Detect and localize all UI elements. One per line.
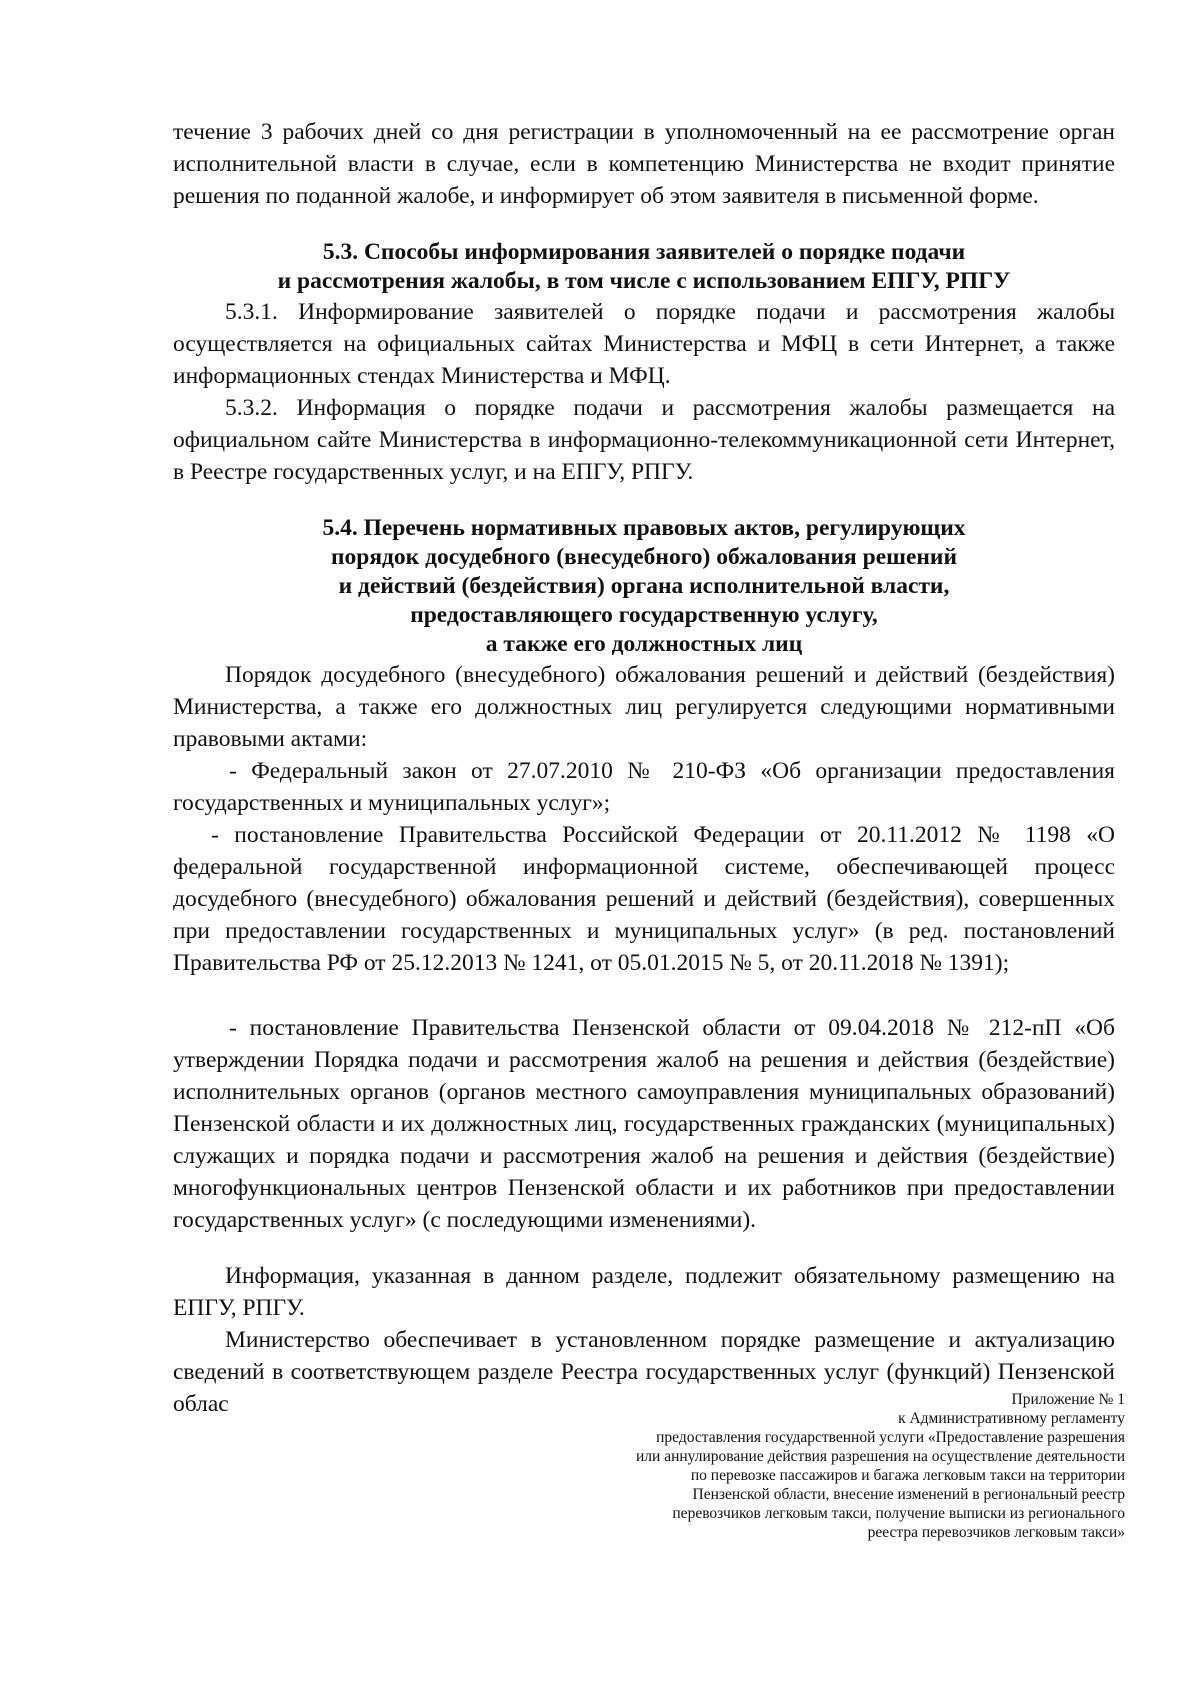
annex-line: по перевозке пассажиров и багажа легковым такси на территории [690, 1467, 1125, 1484]
section-5-4-heading [173, 514, 1115, 659]
annex-line: к Административному регламенту [898, 1410, 1125, 1427]
section-5-4-heading-line: порядок досудебного (внесудебного) обжалования решений [330, 544, 958, 570]
paragraph-5-3-1: 5.3.1. Информирование заявителей о порядке подачи и рассмотрения жалобы осуществляется на официальных сайтах Министерства и МФЦ в сети Интернет, а также информационных стендах Министерства и МФЦ. [173, 299, 1115, 389]
spacer [173, 488, 1115, 514]
annex-line: реестра перевозчиков легковым такси» [867, 1524, 1125, 1541]
section-5-3-heading-line: и рассмотрения жалобы, в том числе с использованием ЕПГУ, РПГУ [277, 268, 1011, 294]
list-item-government-decree: - постановление Правительства Российской Федерации от 20.11.2012 № 1198 «О федеральной государственной информационной системе, обеспечивающей процесс досудебного (внесудебного) обжалования решений и действий (бездействия), совершенных при предоставлении государственных и муниципальных услуг» (в ред. постановлений Правительства РФ от 25.12.2013 № 1241, от 05.01.2015 № 5, от 20.11.2018 № 1391); [173, 822, 1115, 976]
annex-line: или аннулирование действия разрешения на осуществление деятельности [636, 1448, 1125, 1465]
paragraph-5-3-2: 5.3.2. Информация о порядке подачи и рассмотрения жалобы размещается на официальном сайте Министерства в информационно-телекоммуникационной сети Интернет, в Реестре государственных услуг, и на ЕПГУ, РПГУ. [173, 395, 1115, 485]
section-5-4-heading-line: 5.4. Перечень нормативных правовых актов, регулирующих [322, 515, 966, 541]
list-item-penza-decree: - постановление Правительства Пензенской области от 09.04.2018 № 212-пП «Об утверждении Порядка подачи и рассмотрения жалоб на решения и действия (бездействие) исполнительных органов (органов местного самоуправления муниципальных образований) Пензенской области и их должностных лиц, государственных гражданских (муниципальных) служащих и порядка подачи и рассмотрения жалоб на решения и действия (бездействие) многофункциональных центров Пензенской области и их работников при предоставлении государственных услуг» (с последующими изменениями). [173, 1015, 1115, 1233]
section-5-4-heading-line: предоставляющего государственную услугу, [410, 602, 878, 628]
section-5-4-heading-line: а также его должностных лиц [485, 631, 803, 657]
section-5-3-heading-line: 5.3. Способы информирования заявителей о порядке подачи [322, 239, 966, 265]
section-5-4-heading-line: и действий (бездействия) органа исполнительной власти, [338, 573, 950, 599]
annex-header [560, 1390, 1125, 1542]
paragraph-5-4-intro: Порядок досудебного (внесудебного) обжалования решений и действий (бездействия) Министерства, а также его должностных лиц регулируется следующими нормативными правовыми актами: [173, 662, 1115, 752]
spacer [173, 212, 1115, 238]
annex-line: предоставления государственной услуги «Предоставление разрешения [656, 1429, 1125, 1446]
paragraph-placement: Информация, указанная в данном разделе, подлежит обязательному размещению на ЕПГУ, РПГУ. [173, 1263, 1115, 1321]
annex-line: перевозчиков легковым такси, получение выписки из регионального [672, 1505, 1125, 1522]
spacer [173, 979, 1115, 1012]
paragraph-ministry-registry: Министерство обеспечивает в установленном порядке размещение и актуализацию сведений в соответствующем разделе Реестра государственных услуг (функций) Пензенской облас [173, 1327, 1115, 1417]
list-item-federal-law: - Федеральный закон от 27.07.2010 № 210-ФЗ «Об организации предоставления государственных и муниципальных услуг»; [173, 758, 1115, 816]
intro-paragraph: течение 3 рабочих дней со дня регистрации в уполномоченный на ее рассмотрение орган исполнительной власти в случае, если в компетенцию Министерства не входит принятие решения по поданной жалобе, и информирует об этом заявителя в письменной форме. [173, 119, 1115, 209]
annex-line: Пензенской области, внесение изменений в региональный реестр [692, 1486, 1125, 1503]
annex-line: Приложение № 1 [1011, 1391, 1125, 1408]
spacer [173, 1236, 1115, 1260]
document-page [173, 116, 1115, 1420]
section-5-3-heading [173, 238, 1115, 296]
